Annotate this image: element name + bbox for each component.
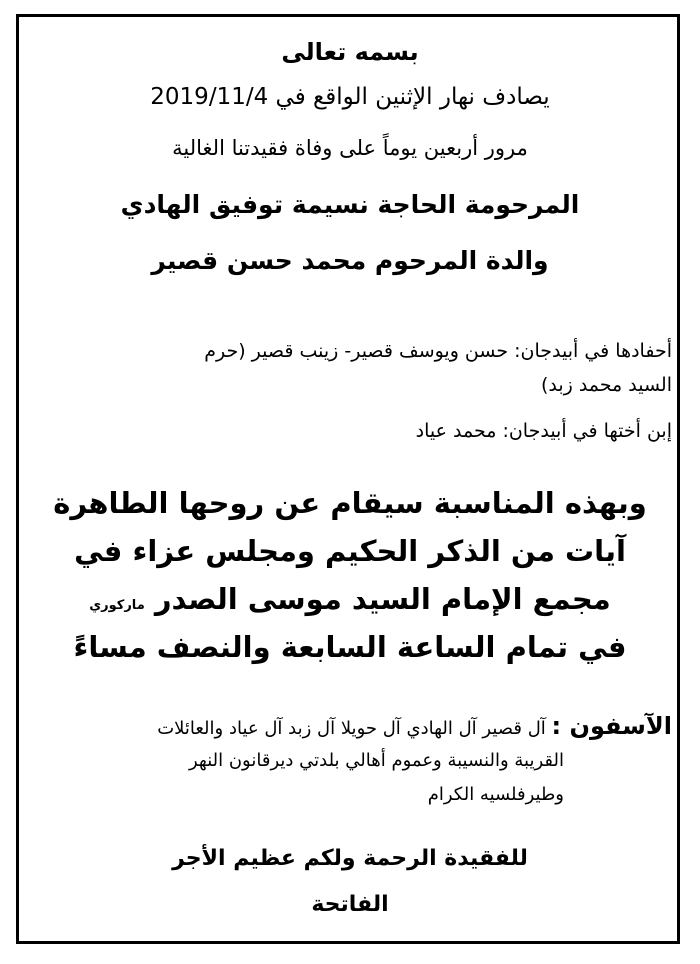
grandchildren-line-2: السيد محمد زبد)	[540, 374, 672, 396]
occasion-line-4: في تمام الساعة السابعة والنصف مساءً	[73, 630, 627, 664]
occasion-venue-area: ماركوري	[89, 598, 145, 613]
deceased-name: المرحومة الحاجة نسيمة توفيق الهادي	[120, 190, 580, 219]
date-line-prefix: يصادف نهار الإثنين الواقع في	[275, 84, 550, 110]
occasion-line-3	[30, 582, 670, 617]
nephew-line: إبن أختها في أبيدجان: محمد عياد	[415, 420, 672, 442]
occasion-venue: مجمع الإمام السيد موسى الصدر	[154, 582, 611, 616]
mother-of-line: والدة المرحوم محمد حسن قصير	[151, 246, 549, 275]
forty-days-line: مرور أربعين يوماً على وفاة فقيدتنا الغالية	[172, 136, 528, 160]
grieving-families-1: آل قصير آل الهادي آل حويلا آل زبد آل عياد والعائلات	[157, 718, 546, 739]
closing-line: للفقيدة الرحمة ولكم عظيم الأجر	[172, 846, 528, 871]
grieving-line-2: القريبة والنسيبة وعموم أهالي بلدتي ديرقانون النهر	[188, 750, 564, 771]
grieving-line-3: وطيرفلسيه الكرام	[427, 784, 564, 805]
grandchildren-line-1: أحفادها في أبيدجان: حسن ويوسف قصير- زينب قصير (حرم	[204, 340, 672, 362]
occasion-line-1: وبهذه المناسبة سيقام عن روحها الطاهرة	[53, 486, 647, 520]
grieving-label: الآسفون :	[551, 712, 672, 740]
fatiha-line: الفاتحة	[311, 892, 389, 917]
basmala-heading: بسمه تعالى	[281, 38, 419, 66]
date-line	[30, 84, 670, 112]
date-value: 2019/11/4	[150, 84, 269, 110]
grieving-line-1	[30, 712, 672, 741]
occasion-line-2: آيات من الذكر الحكيم ومجلس عزاء في	[74, 534, 626, 568]
